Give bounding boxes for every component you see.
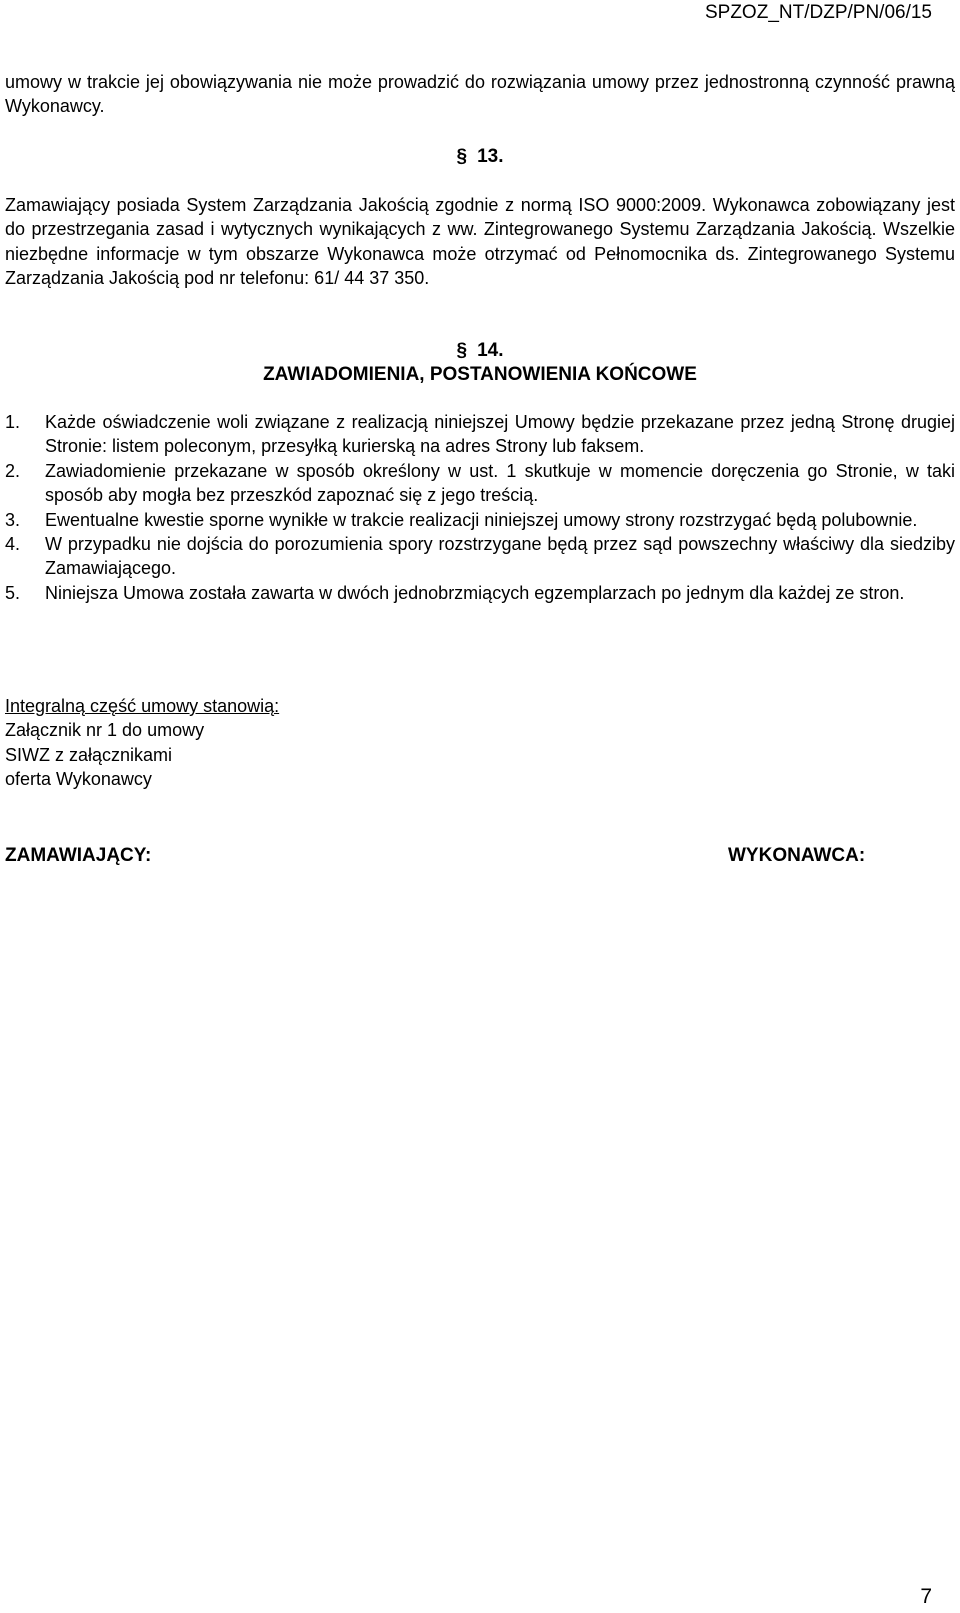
list-item: [5, 532, 955, 581]
page-number: 7: [920, 1585, 932, 1608]
item-text: W przypadku nie dojścia do porozumienia spory rozstrzygane będą przez sąd powszechny właściwy dla siedziby Zamawiającego.: [45, 534, 955, 579]
signature-ordering-party: ZAMAWIAJĄCY:: [5, 845, 152, 866]
document-id: SPZOZ_NT/DZP/PN/06/15: [704, 2, 932, 23]
item-number: 1.: [5, 412, 21, 432]
section-number: 14.: [477, 340, 504, 361]
signature-contractor: WYKONAWCA:: [728, 845, 866, 866]
item-number: 2.: [5, 460, 21, 481]
attachments-block: [5, 694, 279, 792]
section-number: 13.: [477, 146, 504, 167]
section-13-paragraph: Zamawiający posiada System Zarządzania Jakością zgodnie z normą ISO 9000:2009. Wykonawca zobowiązany jest do przestrzegania zasad i wytycznych wynikających z ww. Zintegrowanego Systemu Zarządzania Jakością. Wszelkie niezbędne informacje w tym obszarze Wykonawca może otrzymać od Pełnomocnika ds. Zintegrowanego Systemu Zarządzania Jakością pod nr telefonu: 61/ 44 37 350.: [5, 195, 955, 289]
section-14-title: ZAWIADOMIENIA, POSTANOWIENIA KOŃCOWE: [263, 364, 697, 385]
intro-paragraph: umowy w trakcie jej obowiązywania nie może prowadzić do rozwiązania umowy przez jednostronną czynność prawną Wykonawcy.: [5, 72, 955, 117]
item-number: 3.: [5, 509, 21, 530]
item-text: Zawiadomienie przekazane w sposób określony w ust. 1 skutkuje w momencie doręczenia go Stronie, w taki sposób aby mogła bez przeszkód zapoznać się z jego treścią.: [45, 460, 955, 506]
list-item: [5, 410, 955, 459]
item-text: Ewentualne kwestie sporne wynikłe w trakcie realizacji niniejszej umowy strony rozstrzygać będą polubownie.: [45, 509, 918, 530]
section-14-heading: [0, 339, 960, 363]
section-symbol: §: [456, 146, 468, 167]
item-number: 4.: [5, 534, 21, 555]
list-item: [5, 581, 955, 605]
item-number: 5.: [5, 582, 21, 603]
attachments-heading: Integralną część umowy stanowią:: [5, 696, 280, 716]
item-text: Każde oświadczenie woli związane z realizacją niniejszej Umowy będzie przekazane przez jedną Stronę drugiej Stronie: listem poleconym, przesyłką kurierską na adres Strony lub faksem.: [45, 412, 955, 457]
attachment-item: SIWZ z załącznikami: [5, 744, 173, 765]
provisions-list: [5, 410, 955, 605]
section-symbol: §: [456, 340, 468, 361]
attachment-item: oferta Wykonawcy: [5, 769, 152, 790]
attachment-item: Załącznik nr 1 do umowy: [5, 720, 205, 741]
section-13-heading: [0, 145, 960, 169]
list-item: [5, 508, 955, 532]
item-text: Niniejsza Umowa została zawarta w dwóch jednobrzmiących egzemplarzach po jednym dla każdej ze stron.: [45, 582, 905, 603]
list-item: [5, 459, 955, 508]
